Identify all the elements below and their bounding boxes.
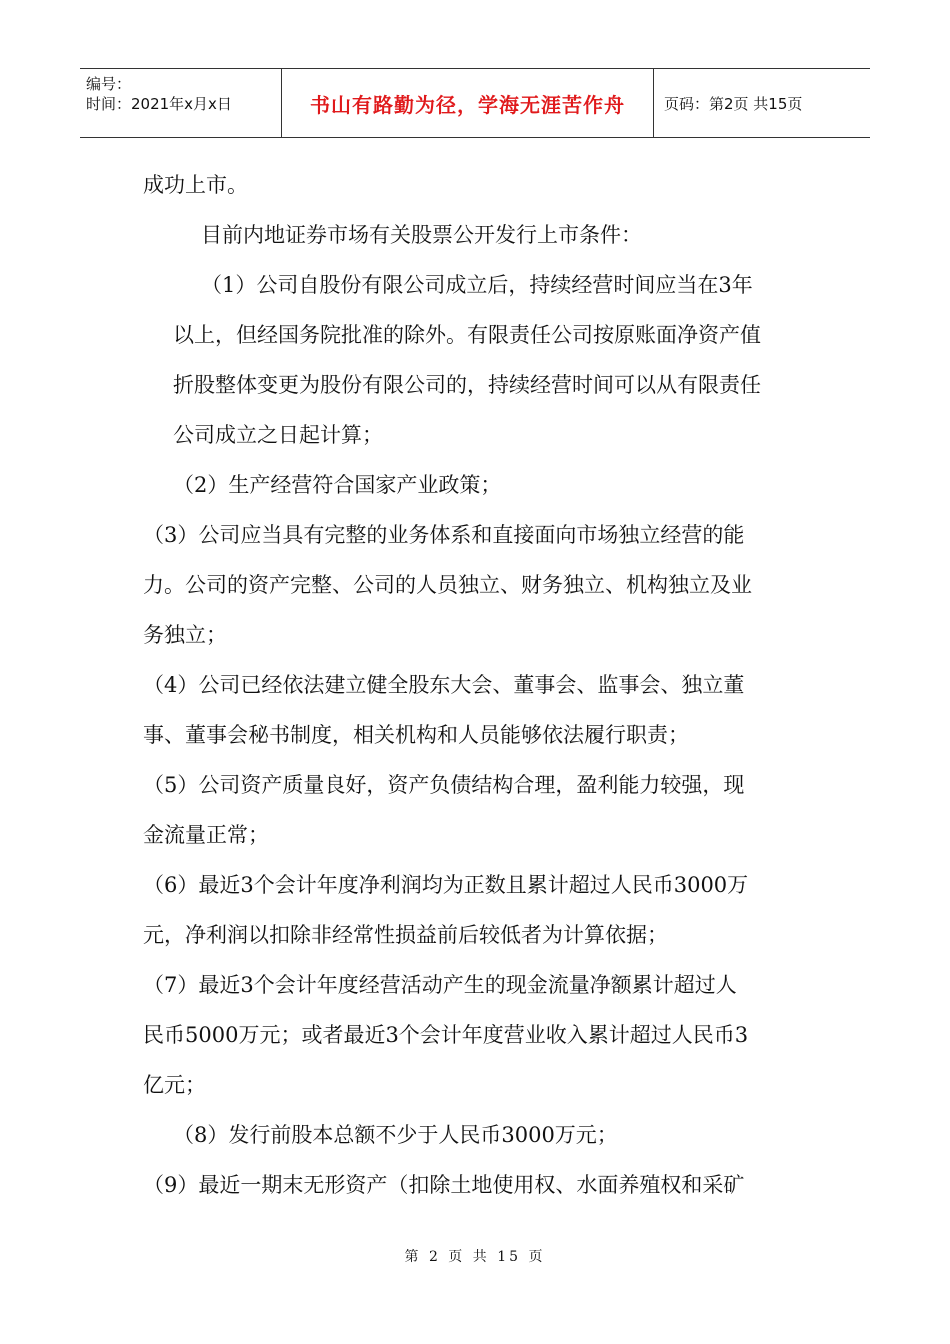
body-line: （9）最近一期末无形资产（扣除土地使用权、水面养殖权和采矿 — [143, 1173, 745, 1197]
document-number-label: 编号： — [86, 75, 132, 93]
body-line: （8）发行前股本总额不少于人民币3000万元； — [173, 1123, 618, 1147]
header-motto: 书山有路勤为径，学海无涯苦作舟 — [310, 92, 625, 117]
body-line: （5）公司资产质量良好，资产负债结构合理，盈利能力较强，现 — [143, 773, 745, 797]
body-line: （6）最近3个会计年度净利润均为正数且累计超过人民币3000万 — [143, 873, 749, 897]
body-line: （7）最近3个会计年度经营活动产生的现金流量净额累计超过人 — [143, 973, 737, 997]
header-page-info: 页码：第2页 共15页 — [664, 94, 803, 113]
body-line: 以上，但经国务院批准的除外。有限责任公司按原账面净资产值 — [173, 323, 761, 347]
body-line: （4）公司已经依法建立健全股东大会、董事会、监事会、独立董 — [143, 673, 745, 697]
header-meta — [80, 69, 282, 137]
body-line: 金流量正常； — [143, 823, 269, 847]
page-header — [80, 68, 870, 138]
body-line: 事、董事会秘书制度，相关机构和人员能够依法履行职责； — [143, 723, 689, 747]
body-line: 目前内地证券市场有关股票公开发行上市条件： — [201, 223, 642, 247]
document-date: 时间：2021年x月x日 — [86, 95, 232, 113]
body-line: 民币5000万元；或者最近3个会计年度营业收入累计超过人民币3 — [143, 1023, 749, 1047]
body-line: （2）生产经营符合国家产业政策； — [173, 473, 502, 497]
header-motto-cell — [282, 69, 654, 137]
body-line: （3）公司应当具有完整的业务体系和直接面向市场独立经营的能 — [143, 523, 745, 547]
body-line: 折股整体变更为股份有限公司的，持续经营时间可以从有限责任 — [173, 373, 761, 397]
body-line: 公司成立之日起计算； — [173, 423, 383, 447]
body-line: 亿元； — [143, 1073, 206, 1097]
page-footer: 第 2 页 共 15 页 — [404, 1249, 546, 1265]
body-line: （1）公司自股份有限公司成立后，持续经营时间应当在3年 — [201, 273, 753, 297]
body-line: 务独立； — [143, 623, 227, 647]
body-line: 成功上市。 — [143, 173, 248, 197]
body-line: 力。公司的资产完整、公司的人员独立、财务独立、机构独立及业 — [143, 573, 752, 597]
body-line: 元，净利润以扣除非经常性损益前后较低者为计算依据； — [143, 923, 668, 947]
